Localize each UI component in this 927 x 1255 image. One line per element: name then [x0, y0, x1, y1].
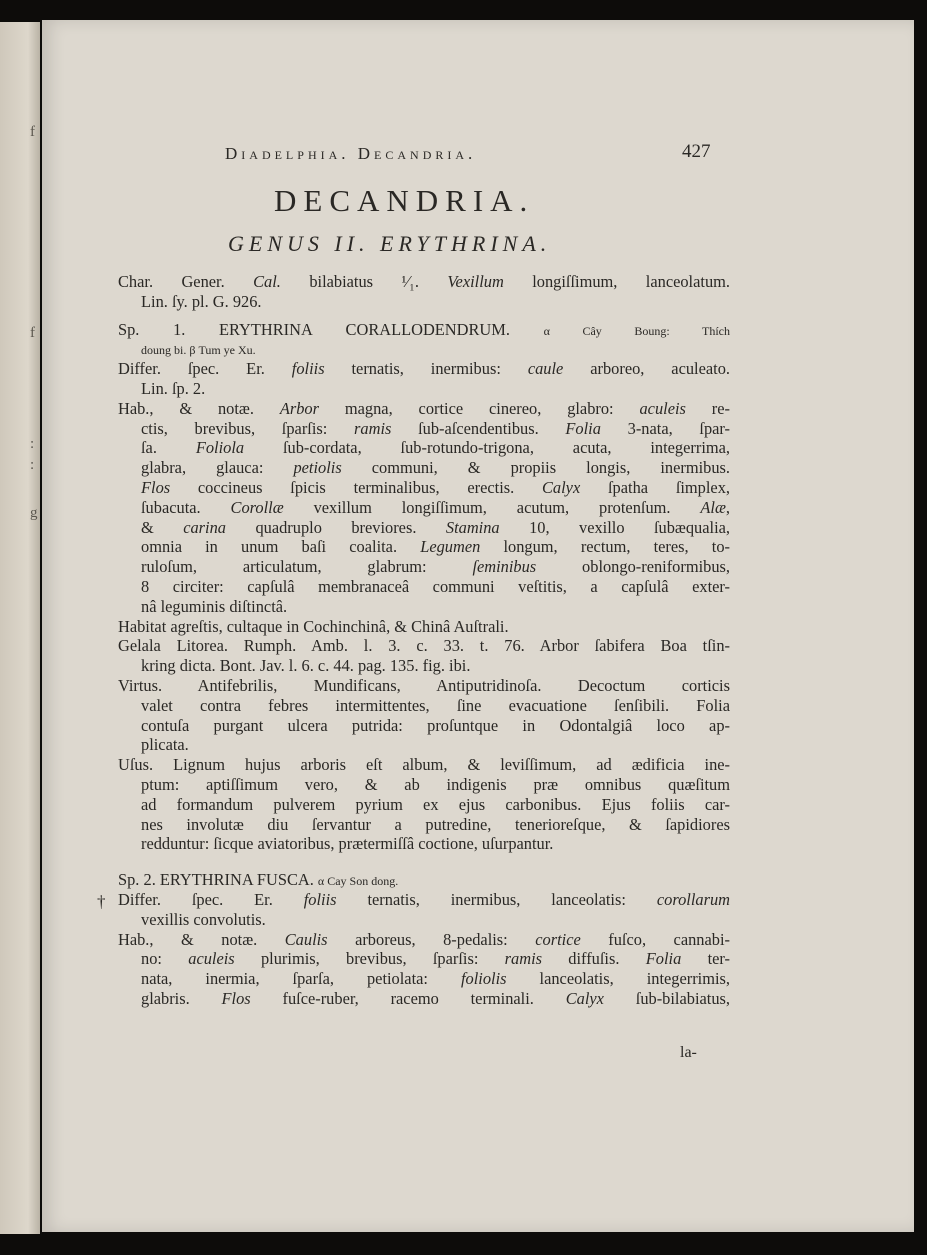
text-line: [118, 755, 730, 775]
text-line: [118, 419, 730, 439]
text-segment: Sp. 1. ERYTHRINA CORALLODENDRUM.: [118, 319, 544, 339]
text-segment: communi, & propiis longis, inermibus.: [341, 458, 730, 478]
italic-term: Calyx: [565, 988, 604, 1008]
italic-term: Arbor: [279, 398, 320, 418]
text-segment: magna, cortice cinereo, glabro:: [319, 398, 640, 418]
italic-term: Alæ: [700, 497, 726, 517]
text-segment: ſub-cordata, ſub-rotundo-trigona, acuta, integerrima,: [244, 438, 730, 458]
text-line: [118, 910, 730, 930]
text-line: [118, 518, 730, 538]
text-segment: redduntur: ſicque aviatoribus, prætermiſſâ coctione, uſurpantur.: [141, 834, 554, 854]
text-segment: Habitat agreſtis, cultaque in Cochinchinâ, & Chinâ Auſtrali.: [118, 616, 509, 636]
page-number: 427: [682, 141, 711, 162]
text-segment: quadruplo breviores.: [226, 517, 446, 537]
text-segment: doung bi. β Tum ye Xu.: [141, 343, 256, 358]
text-segment: Char. Gener.: [118, 272, 254, 291]
text-line: [118, 320, 730, 340]
text-segment: oblongo-reniformibus,: [536, 557, 730, 577]
text-segment: kring dicta. Bont. Jav. l. 6. c. 44. pag. 135. fig. ibi.: [141, 656, 471, 676]
italic-term: Stamina: [445, 517, 500, 537]
text-line: [118, 969, 730, 989]
text-segment: Hab., & notæ.: [118, 398, 280, 418]
text-segment: ſpatha ſimplex,: [580, 477, 730, 497]
text-segment: plurimis, brevibus, ſparſis:: [234, 949, 505, 969]
text-segment: longiſſimum, lanceolatum.: [503, 272, 730, 291]
genus-title: GENUS II. ERYTHRINA.: [228, 231, 552, 256]
italic-term: Corollæ: [230, 497, 284, 517]
text-segment: nata, inermia, ſparſa, petiolata:: [141, 969, 461, 989]
text-segment: arboreo, aculeato.: [563, 359, 731, 379]
text-line: [118, 834, 730, 854]
text-segment: glabris.: [141, 988, 222, 1008]
text-segment: Gelala Litorea. Rumph. Amb. l. 3. c. 33. t. 76. Arbor ſabifera Boa tſin-: [118, 636, 730, 656]
italic-term: carina: [183, 517, 226, 537]
text-segment: Hab., & notæ.: [118, 929, 285, 949]
text-line: [118, 292, 730, 312]
italic-term: Calyx: [542, 477, 581, 497]
left-page-mark: f: [30, 124, 35, 140]
text-line: [118, 815, 730, 835]
italic-term: ſeminibus: [472, 557, 537, 577]
text-line: [118, 577, 730, 597]
text-segment: valet contra febres intermittentes, ſine evacuatione ſenſibili. Folia: [141, 695, 730, 715]
italic-term: petiolis: [293, 458, 342, 478]
catchword: la-: [680, 1044, 697, 1061]
italic-term: Vexillum: [447, 272, 504, 291]
text-segment: 8 circiter: capſulâ membranaceâ communi veſtitis, a capſulâ exter-: [141, 576, 730, 596]
italic-term: Flos: [221, 988, 251, 1008]
left-page-mark: g: [30, 505, 38, 521]
text-segment: vexillis convolutis.: [141, 909, 266, 929]
text-line: [118, 795, 730, 815]
text-line: [118, 870, 730, 890]
text-segment: ,: [725, 497, 731, 517]
italic-term: aculeis: [188, 949, 235, 969]
text-segment: Virtus. Antifebrilis, Mundificans, Antiputridinoſa. Decoctum corticis: [118, 675, 730, 695]
text-segment: longum, rectum, teres, to-: [480, 537, 730, 557]
italic-term: ramis: [504, 949, 543, 969]
left-page-mark: :: [30, 457, 35, 473]
text-segment: ſubacuta.: [141, 497, 231, 517]
text-segment: ſub-aſcendentibus.: [391, 418, 566, 438]
text-segment: omnia in unum baſi coalita.: [141, 537, 421, 557]
text-line: [118, 478, 730, 498]
text-segment: ad formandum pulverem pyrium ex ejus carbonibus. Ejus foliis car-: [141, 794, 730, 814]
italic-term: Foliola: [195, 438, 245, 458]
text-segment: Differ. ſpec. Er.: [118, 359, 292, 379]
text-segment: plicata.: [141, 735, 189, 755]
italic-term: corollarum: [656, 889, 730, 909]
italic-term: aculeis: [639, 398, 686, 418]
text-segment: &: [141, 517, 184, 537]
text-line: [118, 890, 730, 910]
italic-term: ramis: [354, 418, 392, 438]
text-segment: nâ leguminis diſtinctâ.: [141, 596, 288, 616]
text-line: [118, 339, 730, 359]
text-line: [118, 597, 730, 617]
italic-term: Caulis: [284, 929, 328, 949]
italic-term: foliis: [303, 889, 337, 909]
text-segment: bilabiatus ¹⁄₁.: [280, 272, 448, 291]
text-line: [118, 656, 730, 676]
text-line: [118, 636, 730, 656]
text-segment: fuſco, cannabi-: [580, 929, 730, 949]
text-segment: vexillum longiſſimum, acutum, protenſum.: [283, 497, 701, 517]
text-line: [118, 498, 730, 518]
book-page: [42, 20, 914, 1232]
paragraph-gap: [118, 854, 730, 862]
text-line: [118, 272, 730, 292]
left-page-mark: f: [30, 325, 35, 341]
running-head: Diadelphia. Decandria.: [225, 144, 477, 163]
text-segment: ter-: [681, 949, 730, 969]
text-segment: ſub-bilabiatus,: [603, 988, 731, 1008]
text-line: [118, 438, 730, 458]
text-line: [118, 676, 730, 696]
paragraph-gap: [118, 862, 730, 870]
text-line: [118, 716, 730, 736]
text-body: [118, 272, 730, 1009]
text-segment: ternatis, inermibus, lanceolatis:: [336, 889, 657, 909]
text-segment: glabra, glauca:: [141, 458, 294, 478]
text-segment: coccineus ſpicis terminalibus, erectis.: [170, 477, 542, 497]
text-segment: re-: [685, 398, 730, 418]
italic-term: caule: [527, 359, 564, 379]
text-line: [118, 359, 730, 379]
left-page-mark: :: [30, 436, 35, 452]
text-segment: lanceolatis, integerrimis,: [506, 969, 730, 989]
text-segment: 10, vexillo ſubæqualia,: [499, 517, 730, 537]
italic-term: Cal.: [253, 272, 281, 291]
italic-term: foliis: [291, 359, 325, 379]
italic-term: foliolis: [460, 969, 507, 989]
left-page-edge: [0, 22, 40, 1234]
section-title: DECANDRIA.: [274, 183, 535, 218]
text-segment: 3-nata, ſpar-: [600, 418, 731, 438]
text-segment: diffuſis.: [542, 949, 646, 969]
text-segment: arboreus, 8-pedalis:: [327, 929, 536, 949]
text-line: [118, 379, 730, 399]
text-segment: Lin. ſy. pl. G. 926.: [141, 291, 262, 311]
text-segment: fuſce-ruber, racemo terminali.: [250, 988, 566, 1008]
text-segment: Sp. 2. ERYTHRINA FUSCA.: [118, 870, 318, 890]
italic-term: Flos: [141, 477, 171, 497]
text-line: [118, 949, 730, 969]
text-line: [118, 735, 730, 755]
text-segment: Differ. ſpec. Er.: [118, 889, 304, 909]
text-line: [118, 557, 730, 577]
text-segment: Lin. ſp. 2.: [141, 378, 206, 398]
text-line: [118, 537, 730, 557]
text-line: [118, 458, 730, 478]
text-segment: ternatis, inermibus:: [324, 359, 528, 379]
italic-term: Folia: [645, 949, 682, 969]
text-line: [118, 696, 730, 716]
text-segment: ſa.: [141, 438, 196, 458]
text-line: [118, 930, 730, 950]
text-segment: nes involutæ diu ſervantur a putredine, tenerioreſque, & ſapidiores: [141, 814, 730, 834]
italic-term: cortice: [535, 929, 581, 949]
text-line: [118, 989, 730, 1009]
text-segment: ptum: aptiſſimum vero, & ab indigenis præ omnibus quæſitum: [141, 774, 730, 794]
text-segment: contuſa purgant ulcera putrida: proſuntque in Odontalgiâ loco ap-: [141, 715, 730, 735]
italic-term: Folia: [565, 418, 601, 438]
text-segment: ctis, brevibus, ſparſis:: [141, 418, 355, 438]
text-segment: α Cây Boung: Thích: [543, 323, 731, 338]
margin-dagger: †: [97, 892, 106, 911]
text-line: [118, 399, 730, 419]
text-segment: α Cay Son dong.: [317, 874, 399, 889]
text-line: [118, 775, 730, 795]
text-segment: ruloſum, articulatum, glabrum:: [141, 557, 473, 577]
text-segment: no:: [141, 949, 189, 969]
italic-term: Legumen: [420, 537, 481, 557]
text-line: [118, 617, 730, 637]
paragraph-gap: [118, 312, 730, 320]
text-segment: Uſus. Lignum hujus arboris eſt album, & leviſſimum, ad ædificia ine-: [118, 755, 730, 775]
